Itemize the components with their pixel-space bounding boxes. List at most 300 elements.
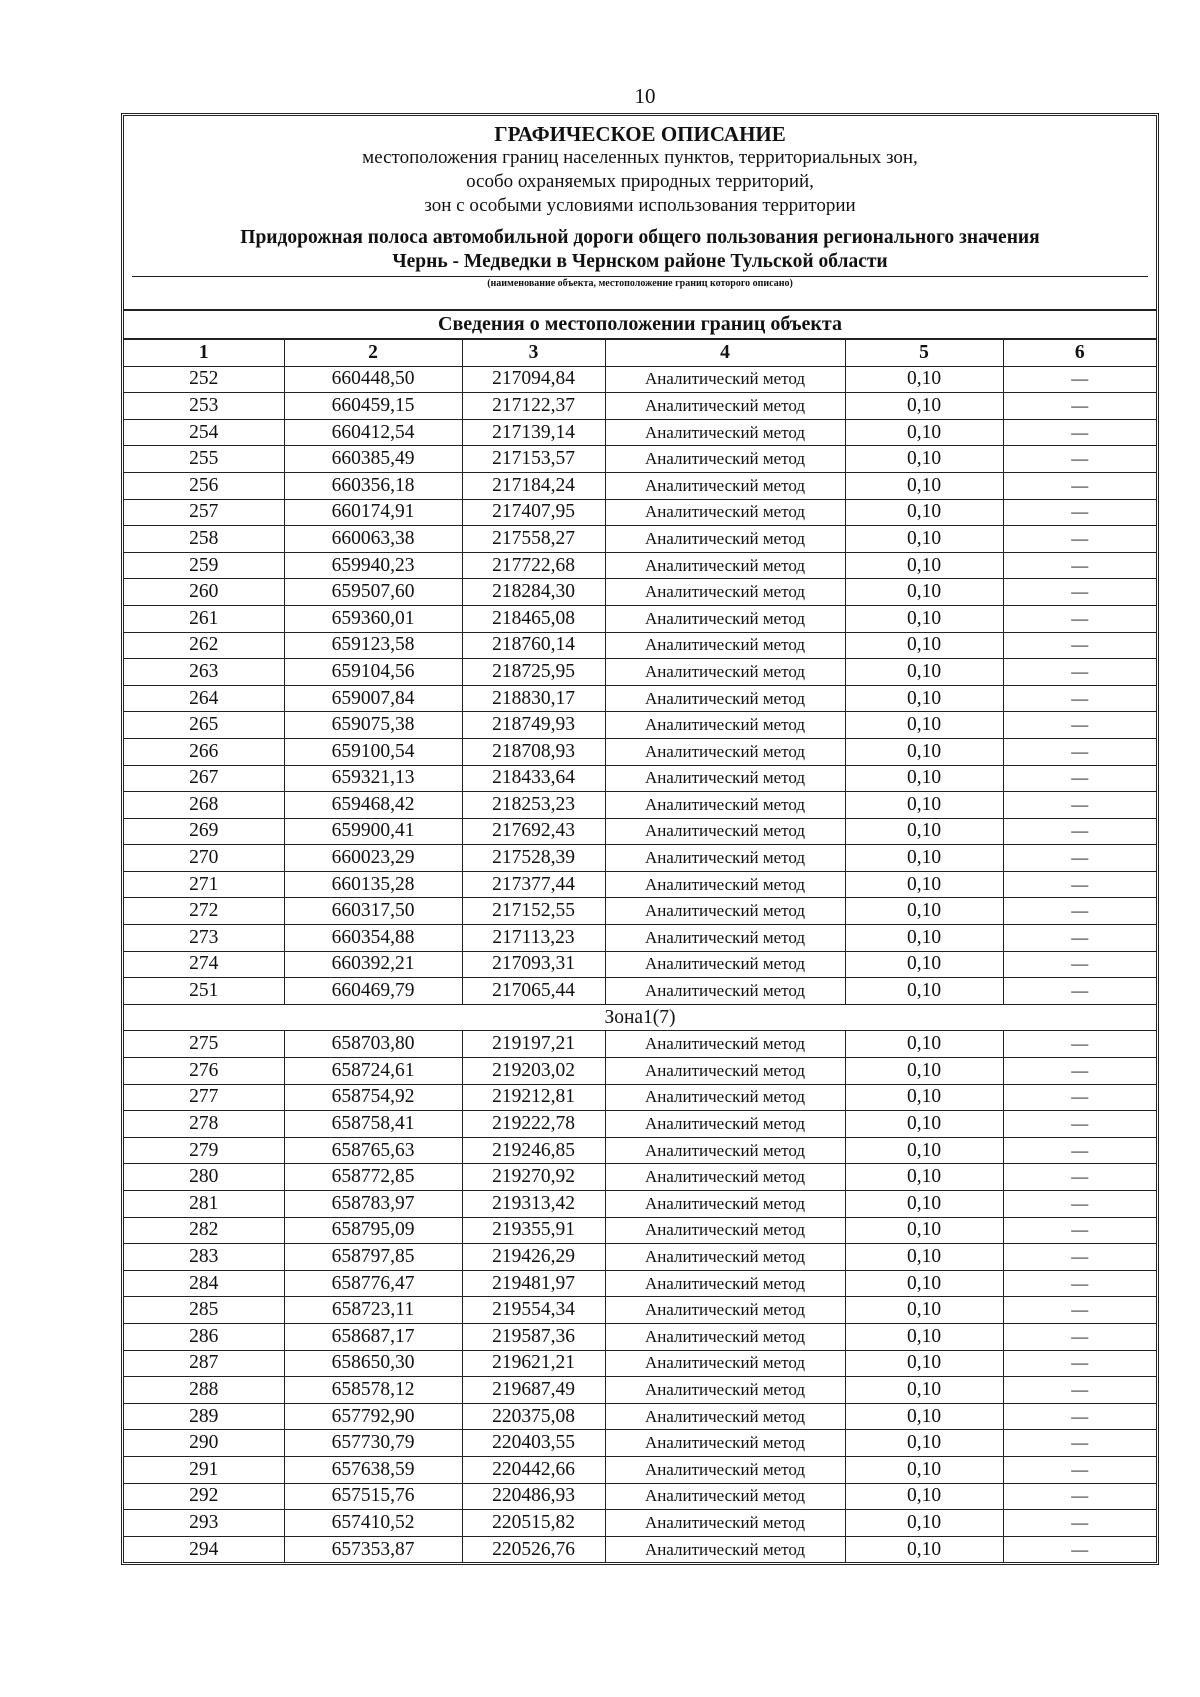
point-number-cell: 280 — [124, 1164, 284, 1191]
table-row — [124, 1058, 1156, 1085]
precision-cell: 0,10 — [845, 1483, 1003, 1510]
table-row — [124, 552, 1156, 579]
y-coordinate-cell: 219481,97 — [462, 1270, 605, 1297]
x-coordinate-cell: 660317,50 — [284, 898, 462, 925]
description-cell: — — [1003, 499, 1156, 526]
precision-cell: 0,10 — [845, 1350, 1003, 1377]
precision-cell: 0,10 — [845, 1270, 1003, 1297]
description-cell: — — [1003, 1483, 1156, 1510]
column-header: 6 — [1003, 340, 1156, 366]
method-cell: Аналитический метод — [605, 1403, 845, 1430]
table-row — [124, 1270, 1156, 1297]
y-coordinate-cell: 217558,27 — [462, 526, 605, 553]
method-cell: Аналитический метод — [605, 1111, 845, 1138]
precision-cell: 0,10 — [845, 738, 1003, 765]
point-number-cell: 287 — [124, 1350, 284, 1377]
y-coordinate-cell: 217407,95 — [462, 499, 605, 526]
y-coordinate-cell: 218725,95 — [462, 659, 605, 686]
y-coordinate-cell: 218749,93 — [462, 712, 605, 739]
x-coordinate-cell: 658776,47 — [284, 1270, 462, 1297]
description-cell: — — [1003, 1270, 1156, 1297]
method-cell: Аналитический метод — [605, 1483, 845, 1510]
point-number-cell: 254 — [124, 419, 284, 446]
table-row — [124, 1191, 1156, 1218]
precision-cell: 0,10 — [845, 1164, 1003, 1191]
description-cell: — — [1003, 632, 1156, 659]
table-row — [124, 366, 1156, 393]
description-cell: — — [1003, 1430, 1156, 1457]
point-number-cell: 262 — [124, 632, 284, 659]
description-cell: — — [1003, 552, 1156, 579]
coordinates-table — [124, 340, 1156, 1562]
x-coordinate-cell: 659100,54 — [284, 738, 462, 765]
description-cell: — — [1003, 1297, 1156, 1324]
precision-cell: 0,10 — [845, 1430, 1003, 1457]
method-cell: Аналитический метод — [605, 818, 845, 845]
subtitle-line: местоположения границ населенных пунктов, территориальных зон, — [362, 147, 918, 168]
method-cell: Аналитический метод — [605, 1244, 845, 1271]
y-coordinate-cell: 217152,55 — [462, 898, 605, 925]
description-cell: — — [1003, 1217, 1156, 1244]
x-coordinate-cell: 657638,59 — [284, 1456, 462, 1483]
table-row — [124, 1111, 1156, 1138]
method-cell: Аналитический метод — [605, 1323, 845, 1350]
table-row — [124, 579, 1156, 606]
precision-cell: 0,10 — [845, 1323, 1003, 1350]
description-cell: — — [1003, 1111, 1156, 1138]
y-coordinate-cell: 217093,31 — [462, 951, 605, 978]
description-cell: — — [1003, 579, 1156, 606]
x-coordinate-cell: 658765,63 — [284, 1137, 462, 1164]
table-row — [124, 1297, 1156, 1324]
y-coordinate-cell: 219587,36 — [462, 1323, 605, 1350]
description-cell: — — [1003, 419, 1156, 446]
precision-cell: 0,10 — [845, 1217, 1003, 1244]
table-row — [124, 419, 1156, 446]
y-coordinate-cell: 217692,43 — [462, 818, 605, 845]
y-coordinate-cell: 219554,34 — [462, 1297, 605, 1324]
table-row — [124, 1483, 1156, 1510]
object-name-caption: (наименование объекта, местоположение границ которого описано) — [487, 278, 793, 289]
method-cell: Аналитический метод — [605, 526, 845, 553]
y-coordinate-cell: 218760,14 — [462, 632, 605, 659]
description-cell: — — [1003, 1536, 1156, 1562]
method-cell: Аналитический метод — [605, 393, 845, 420]
x-coordinate-cell: 657353,87 — [284, 1536, 462, 1562]
y-coordinate-cell: 217153,57 — [462, 446, 605, 473]
y-coordinate-cell: 218465,08 — [462, 605, 605, 632]
point-number-cell: 285 — [124, 1297, 284, 1324]
x-coordinate-cell: 660063,38 — [284, 526, 462, 553]
description-cell: — — [1003, 1058, 1156, 1085]
x-coordinate-cell: 658578,12 — [284, 1377, 462, 1404]
column-header: 1 — [124, 340, 284, 366]
description-cell: — — [1003, 1377, 1156, 1404]
x-coordinate-cell: 657410,52 — [284, 1510, 462, 1537]
x-coordinate-cell: 657515,76 — [284, 1483, 462, 1510]
document-title: ГРАФИЧЕСКОЕ ОПИСАНИЕ — [494, 122, 786, 146]
method-cell: Аналитический метод — [605, 1058, 845, 1085]
x-coordinate-cell: 660356,18 — [284, 472, 462, 499]
point-number-cell: 261 — [124, 605, 284, 632]
point-number-cell: 253 — [124, 393, 284, 420]
x-coordinate-cell: 658758,41 — [284, 1111, 462, 1138]
precision-cell: 0,10 — [845, 1297, 1003, 1324]
method-cell: Аналитический метод — [605, 765, 845, 792]
description-cell: — — [1003, 871, 1156, 898]
point-number-cell: 267 — [124, 765, 284, 792]
subtitle-line: особо охраняемых природных территорий, — [466, 171, 814, 192]
description-cell: — — [1003, 472, 1156, 499]
point-number-cell: 275 — [124, 1031, 284, 1058]
point-number-cell: 281 — [124, 1191, 284, 1218]
object-name — [124, 226, 1156, 274]
point-number-cell: 259 — [124, 552, 284, 579]
table-row — [124, 1084, 1156, 1111]
description-cell: — — [1003, 393, 1156, 420]
description-cell: — — [1003, 978, 1156, 1005]
precision-cell: 0,10 — [845, 446, 1003, 473]
method-cell: Аналитический метод — [605, 845, 845, 872]
method-cell: Аналитический метод — [605, 1430, 845, 1457]
method-cell: Аналитический метод — [605, 925, 845, 952]
page-number: 10 — [634, 84, 656, 108]
x-coordinate-cell: 658754,92 — [284, 1084, 462, 1111]
y-coordinate-cell: 217122,37 — [462, 393, 605, 420]
y-coordinate-cell: 219355,91 — [462, 1217, 605, 1244]
description-cell: — — [1003, 738, 1156, 765]
x-coordinate-cell: 659104,56 — [284, 659, 462, 686]
x-coordinate-cell: 658797,85 — [284, 1244, 462, 1271]
x-coordinate-cell: 657730,79 — [284, 1430, 462, 1457]
method-cell: Аналитический метод — [605, 605, 845, 632]
description-cell: — — [1003, 792, 1156, 819]
description-cell: — — [1003, 951, 1156, 978]
description-cell: — — [1003, 898, 1156, 925]
x-coordinate-cell: 658703,80 — [284, 1031, 462, 1058]
table-row — [124, 393, 1156, 420]
x-coordinate-cell: 658783,97 — [284, 1191, 462, 1218]
method-cell: Аналитический метод — [605, 792, 845, 819]
description-cell: — — [1003, 1323, 1156, 1350]
method-cell: Аналитический метод — [605, 499, 845, 526]
y-coordinate-cell: 217065,44 — [462, 978, 605, 1005]
precision-cell: 0,10 — [845, 1510, 1003, 1537]
description-cell: — — [1003, 1456, 1156, 1483]
table-row — [124, 871, 1156, 898]
precision-cell: 0,10 — [845, 792, 1003, 819]
x-coordinate-cell: 658650,30 — [284, 1350, 462, 1377]
method-cell: Аналитический метод — [605, 472, 845, 499]
y-coordinate-cell: 217113,23 — [462, 925, 605, 952]
y-coordinate-cell: 217528,39 — [462, 845, 605, 872]
description-cell: — — [1003, 1403, 1156, 1430]
y-coordinate-cell: 220403,55 — [462, 1430, 605, 1457]
precision-cell: 0,10 — [845, 1191, 1003, 1218]
x-coordinate-cell: 659468,42 — [284, 792, 462, 819]
point-number-cell: 266 — [124, 738, 284, 765]
table-row — [124, 1350, 1156, 1377]
description-cell: — — [1003, 1191, 1156, 1218]
table-row — [124, 1430, 1156, 1457]
precision-cell: 0,10 — [845, 951, 1003, 978]
x-coordinate-cell: 658724,61 — [284, 1058, 462, 1085]
y-coordinate-cell: 219212,81 — [462, 1084, 605, 1111]
x-coordinate-cell: 659940,23 — [284, 552, 462, 579]
description-cell: — — [1003, 1084, 1156, 1111]
description-cell: — — [1003, 366, 1156, 393]
method-cell: Аналитический метод — [605, 685, 845, 712]
point-number-cell: 270 — [124, 845, 284, 872]
method-cell: Аналитический метод — [605, 1031, 845, 1058]
y-coordinate-cell: 217377,44 — [462, 871, 605, 898]
point-number-cell: 265 — [124, 712, 284, 739]
method-cell: Аналитический метод — [605, 446, 845, 473]
precision-cell: 0,10 — [845, 1058, 1003, 1085]
point-number-cell: 293 — [124, 1510, 284, 1537]
point-number-cell: 269 — [124, 818, 284, 845]
x-coordinate-cell: 660385,49 — [284, 446, 462, 473]
method-cell: Аналитический метод — [605, 366, 845, 393]
table-row — [124, 1137, 1156, 1164]
method-cell: Аналитический метод — [605, 1084, 845, 1111]
precision-cell: 0,10 — [845, 605, 1003, 632]
table-row — [124, 605, 1156, 632]
precision-cell: 0,10 — [845, 898, 1003, 925]
table-row — [124, 499, 1156, 526]
x-coordinate-cell: 658687,17 — [284, 1323, 462, 1350]
precision-cell: 0,10 — [845, 1403, 1003, 1430]
table-row — [124, 898, 1156, 925]
table-row — [124, 978, 1156, 1005]
method-cell: Аналитический метод — [605, 579, 845, 606]
precision-cell: 0,10 — [845, 1031, 1003, 1058]
y-coordinate-cell: 220486,93 — [462, 1483, 605, 1510]
table-row — [124, 632, 1156, 659]
x-coordinate-cell: 660354,88 — [284, 925, 462, 952]
method-cell: Аналитический метод — [605, 632, 845, 659]
point-number-cell: 271 — [124, 871, 284, 898]
description-cell: — — [1003, 605, 1156, 632]
table-row — [124, 1456, 1156, 1483]
method-cell: Аналитический метод — [605, 738, 845, 765]
method-cell: Аналитический метод — [605, 871, 845, 898]
precision-cell: 0,10 — [845, 419, 1003, 446]
description-cell: — — [1003, 925, 1156, 952]
precision-cell: 0,10 — [845, 579, 1003, 606]
precision-cell: 0,10 — [845, 978, 1003, 1005]
x-coordinate-cell: 658772,85 — [284, 1164, 462, 1191]
description-cell: — — [1003, 446, 1156, 473]
point-number-cell: 257 — [124, 499, 284, 526]
method-cell: Аналитический метод — [605, 978, 845, 1005]
section-title: Сведения о местоположении границ объекта — [124, 309, 1156, 340]
table-row — [124, 659, 1156, 686]
precision-cell: 0,10 — [845, 871, 1003, 898]
x-coordinate-cell: 660412,54 — [284, 419, 462, 446]
method-cell: Аналитический метод — [605, 1297, 845, 1324]
method-cell: Аналитический метод — [605, 1350, 845, 1377]
precision-cell: 0,10 — [845, 499, 1003, 526]
y-coordinate-cell: 217139,14 — [462, 419, 605, 446]
y-coordinate-cell: 220515,82 — [462, 1510, 605, 1537]
precision-cell: 0,10 — [845, 845, 1003, 872]
method-cell: Аналитический метод — [605, 1456, 845, 1483]
precision-cell: 0,10 — [845, 1111, 1003, 1138]
table-row — [124, 1244, 1156, 1271]
x-coordinate-cell: 660174,91 — [284, 499, 462, 526]
x-coordinate-cell: 658723,11 — [284, 1297, 462, 1324]
y-coordinate-cell: 220442,66 — [462, 1456, 605, 1483]
x-coordinate-cell: 660135,28 — [284, 871, 462, 898]
method-cell: Аналитический метод — [605, 1377, 845, 1404]
point-number-cell: 276 — [124, 1058, 284, 1085]
point-number-cell: 288 — [124, 1377, 284, 1404]
zone-label: Зона1(7) — [124, 1004, 1156, 1031]
point-number-cell: 258 — [124, 526, 284, 553]
y-coordinate-cell: 219222,78 — [462, 1111, 605, 1138]
point-number-cell: 256 — [124, 472, 284, 499]
table-row — [124, 1323, 1156, 1350]
table-row — [124, 1377, 1156, 1404]
point-number-cell: 274 — [124, 951, 284, 978]
description-cell: — — [1003, 659, 1156, 686]
table-row — [124, 1536, 1156, 1562]
method-cell: Аналитический метод — [605, 1164, 845, 1191]
precision-cell: 0,10 — [845, 1084, 1003, 1111]
description-cell: — — [1003, 818, 1156, 845]
description-cell: — — [1003, 526, 1156, 553]
point-number-cell: 282 — [124, 1217, 284, 1244]
table-row — [124, 1403, 1156, 1430]
description-cell: — — [1003, 685, 1156, 712]
point-number-cell: 294 — [124, 1536, 284, 1562]
y-coordinate-cell: 219687,49 — [462, 1377, 605, 1404]
description-cell: — — [1003, 1244, 1156, 1271]
table-row — [124, 925, 1156, 952]
table-row — [124, 818, 1156, 845]
point-number-cell: 251 — [124, 978, 284, 1005]
precision-cell: 0,10 — [845, 366, 1003, 393]
y-coordinate-cell: 220375,08 — [462, 1403, 605, 1430]
y-coordinate-cell: 219313,42 — [462, 1191, 605, 1218]
precision-cell: 0,10 — [845, 1244, 1003, 1271]
table-row — [124, 1217, 1156, 1244]
method-cell: Аналитический метод — [605, 1217, 845, 1244]
y-coordinate-cell: 218284,30 — [462, 579, 605, 606]
precision-cell: 0,10 — [845, 393, 1003, 420]
y-coordinate-cell: 219270,92 — [462, 1164, 605, 1191]
description-cell: — — [1003, 1510, 1156, 1537]
document-frame — [121, 113, 1159, 1565]
method-cell: Аналитический метод — [605, 951, 845, 978]
x-coordinate-cell: 657792,90 — [284, 1403, 462, 1430]
point-number-cell: 289 — [124, 1403, 284, 1430]
y-coordinate-cell: 217184,24 — [462, 472, 605, 499]
y-coordinate-cell: 219621,21 — [462, 1350, 605, 1377]
point-number-cell: 264 — [124, 685, 284, 712]
y-coordinate-cell: 220526,76 — [462, 1536, 605, 1562]
precision-cell: 0,10 — [845, 552, 1003, 579]
x-coordinate-cell: 660469,79 — [284, 978, 462, 1005]
method-cell: Аналитический метод — [605, 898, 845, 925]
header-block — [124, 116, 1156, 291]
point-number-cell: 278 — [124, 1111, 284, 1138]
point-number-cell: 283 — [124, 1244, 284, 1271]
table-row — [124, 712, 1156, 739]
y-coordinate-cell: 217094,84 — [462, 366, 605, 393]
description-cell: — — [1003, 1137, 1156, 1164]
method-cell: Аналитический метод — [605, 1137, 845, 1164]
precision-cell: 0,10 — [845, 472, 1003, 499]
table-row — [124, 472, 1156, 499]
point-number-cell: 284 — [124, 1270, 284, 1297]
precision-cell: 0,10 — [845, 685, 1003, 712]
table-row — [124, 1031, 1156, 1058]
point-number-cell: 273 — [124, 925, 284, 952]
point-number-cell: 268 — [124, 792, 284, 819]
y-coordinate-cell: 219246,85 — [462, 1137, 605, 1164]
point-number-cell: 292 — [124, 1483, 284, 1510]
point-number-cell: 252 — [124, 366, 284, 393]
precision-cell: 0,10 — [845, 659, 1003, 686]
y-coordinate-cell: 219197,21 — [462, 1031, 605, 1058]
point-number-cell: 263 — [124, 659, 284, 686]
x-coordinate-cell: 659007,84 — [284, 685, 462, 712]
x-coordinate-cell: 658795,09 — [284, 1217, 462, 1244]
method-cell: Аналитический метод — [605, 1191, 845, 1218]
y-coordinate-cell: 218433,64 — [462, 765, 605, 792]
x-coordinate-cell: 659123,58 — [284, 632, 462, 659]
method-cell: Аналитический метод — [605, 659, 845, 686]
x-coordinate-cell: 660459,15 — [284, 393, 462, 420]
precision-cell: 0,10 — [845, 1456, 1003, 1483]
x-coordinate-cell: 660392,21 — [284, 951, 462, 978]
table-row — [124, 1510, 1156, 1537]
precision-cell: 0,10 — [845, 1536, 1003, 1562]
point-number-cell: 290 — [124, 1430, 284, 1457]
object-name-line: Придорожная полоса автомобильной дороги общего пользования регионального значения — [240, 227, 1040, 248]
description-cell: — — [1003, 845, 1156, 872]
description-cell: — — [1003, 712, 1156, 739]
x-coordinate-cell: 660023,29 — [284, 845, 462, 872]
table-row — [124, 1164, 1156, 1191]
table-row — [124, 951, 1156, 978]
column-header: 3 — [462, 340, 605, 366]
x-coordinate-cell: 659507,60 — [284, 579, 462, 606]
description-cell: — — [1003, 1164, 1156, 1191]
y-coordinate-cell: 219426,29 — [462, 1244, 605, 1271]
precision-cell: 0,10 — [845, 818, 1003, 845]
table-header-row — [124, 340, 1156, 366]
column-header: 5 — [845, 340, 1003, 366]
x-coordinate-cell: 659900,41 — [284, 818, 462, 845]
precision-cell: 0,10 — [845, 1137, 1003, 1164]
method-cell: Аналитический метод — [605, 552, 845, 579]
table-row — [124, 446, 1156, 473]
point-number-cell: 286 — [124, 1323, 284, 1350]
point-number-cell: 277 — [124, 1084, 284, 1111]
point-number-cell: 255 — [124, 446, 284, 473]
table-row — [124, 738, 1156, 765]
table-row — [124, 765, 1156, 792]
y-coordinate-cell: 218253,23 — [462, 792, 605, 819]
zone-row — [124, 1004, 1156, 1031]
precision-cell: 0,10 — [845, 1377, 1003, 1404]
precision-cell: 0,10 — [845, 526, 1003, 553]
precision-cell: 0,10 — [845, 632, 1003, 659]
precision-cell: 0,10 — [845, 765, 1003, 792]
